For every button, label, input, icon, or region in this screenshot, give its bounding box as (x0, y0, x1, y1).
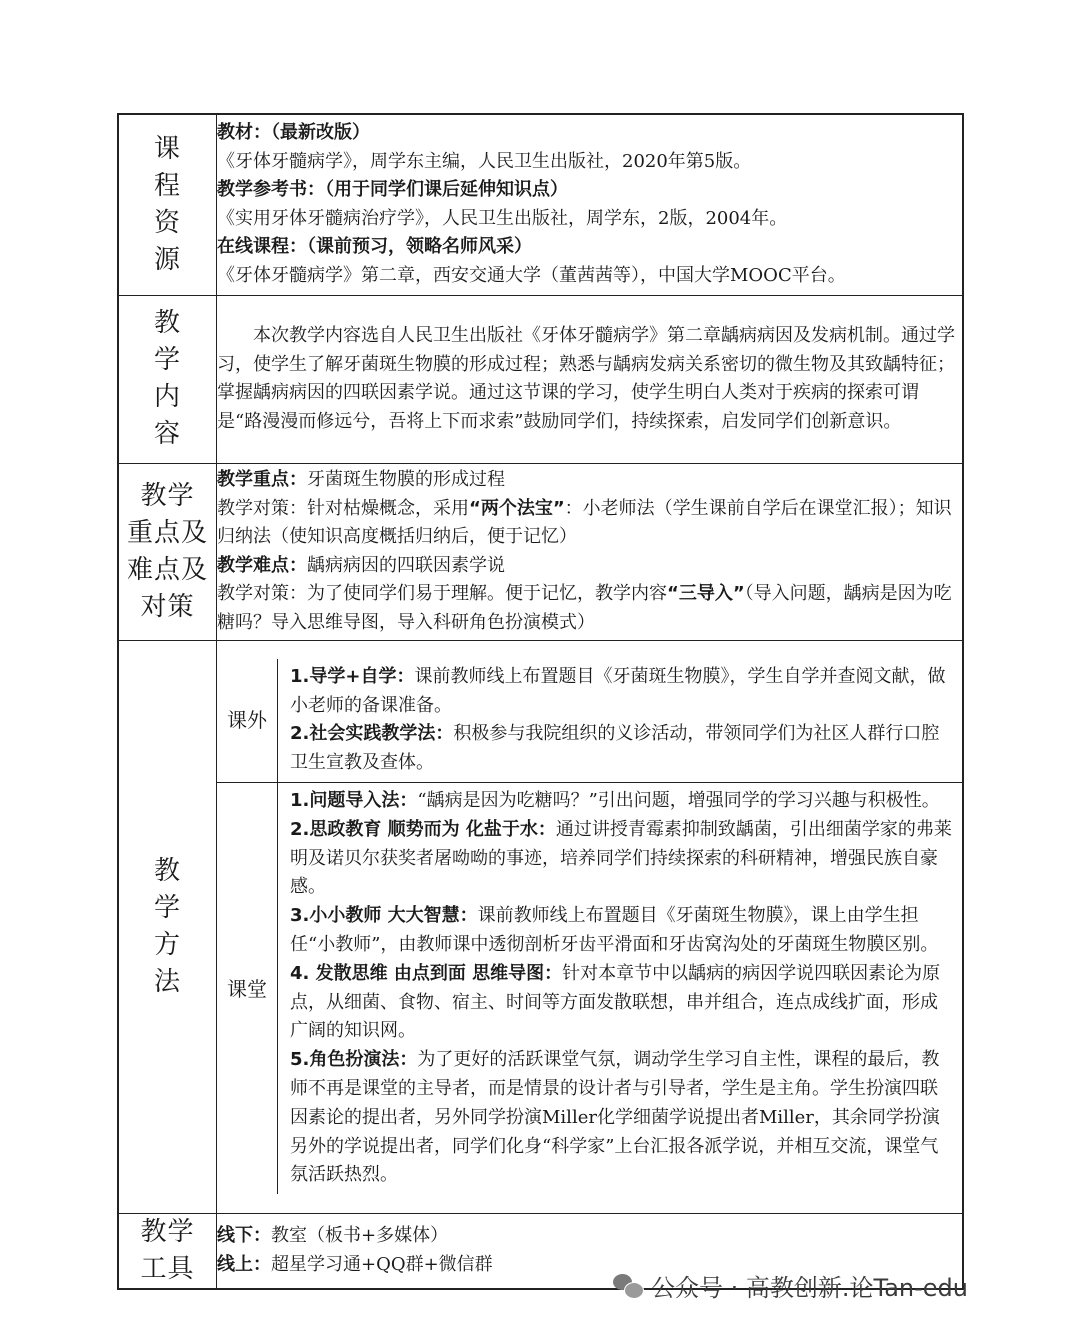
label-in-class: 课堂 (217, 783, 278, 1195)
strategy-1-line: 教学对策：针对枯燥概念，采用“两个法宝”：小老师法（学生课前自学后在课堂汇报）；知识归纳法（使知识高度概括归纳后，便于记忆） (217, 497, 952, 547)
online-course-text: 《牙体牙髓病学》第二章，西安交通大学（董茜茜等），中国大学MOOC平台。 (217, 264, 846, 286)
content-key-points (217, 463, 964, 640)
row-course-resources (118, 114, 963, 295)
content-course-resources (217, 114, 964, 295)
row-teaching-content (118, 295, 963, 463)
textbook-title: 教材：（最新改版） (217, 122, 370, 144)
row-key-points (118, 463, 963, 640)
outside-method-1: 1.导学+自学：课前教师线上布置题目《牙菌斑生物膜》，学生自学并查阅文献，做小老师的备课准备。 (290, 665, 946, 716)
key-point-line: 教学重点：牙菌斑生物膜的形成过程 (217, 469, 505, 490)
reference-title: 教学参考书：（用于同学们课后延伸知识点） (217, 179, 568, 201)
watermark-text: 公众号 · 高教创新.论Tan-edu (651, 1274, 968, 1302)
row-teaching-methods (118, 640, 963, 1213)
difficulty-line: 教学难点：龋病病因的四联因素学说 (217, 554, 505, 576)
label-teaching-methods: 教 学 方 法 (118, 640, 217, 1213)
content-teaching-content (217, 295, 964, 463)
methods-subtable (217, 659, 962, 1194)
label-teaching-tools: 教学 工具 (118, 1213, 217, 1289)
label-teaching-content: 教 学 内 容 (118, 295, 217, 463)
watermark (613, 1268, 968, 1303)
lesson-plan-table (117, 113, 964, 1290)
label-outside-class: 课外 (217, 659, 278, 783)
lesson-plan-page (117, 113, 964, 1290)
teaching-content-text: 本次教学内容选自人民卫生出版社《牙体牙髓病学》第二章龋病病因及发病机制。通过学习，使学生了解牙菌斑生物膜的形成过程；熟悉与龋病发病关系密切的微生物及其致龋特征；掌握龋病病因的四联因素学说。通过这节课的学习，使学生明白人类对于疾病的探索可谓是“路漫漫而修远兮，吾将上下而求索”鼓励同学们，持续探索，启发同学们创新意识。 (217, 325, 955, 432)
class-method-1: 1.问题导入法：“龋病是因为吃糖吗？”引出问题，增强同学的学习兴趣与积极性。 (290, 790, 940, 812)
label-course-resources: 课 程 资 源 (118, 114, 217, 295)
tools-offline-line: 线下：教室（板书+多媒体） (217, 1225, 449, 1246)
wechat-icon (613, 1272, 643, 1300)
class-method-4: 4. 发散思维 由点到面 思维导图：针对本章节中以龋病的病因学说四联因素论为原点，从细菌、食物、宿主、时间等方面发散联想，串并组合，连点成线扩面，形成广阔的知识网。 (290, 962, 941, 1042)
textbook-text: 《牙体牙髓病学》，周学东主编，人民卫生出版社，2020年第5版。 (217, 150, 752, 172)
content-in-class (278, 783, 963, 1195)
content-teaching-methods (217, 640, 964, 1213)
online-course-title: 在线课程：（课前预习，领略名师风采） (217, 236, 532, 258)
strategy-2-line: 教学对策：为了使同学们易于理解。便于记忆，教学内容“三导入”（导入问题，龋病是因为吃糖吗？导入思维导图，导入科研角色扮演模式） (217, 583, 952, 633)
row-outside-class (217, 659, 962, 783)
class-method-3: 3.小小教师 大大智慧：课前教师线上布置题目《牙菌斑生物膜》，课上由学生担任“小教师”，由教师课中透彻剖析牙齿平滑面和牙齿窝沟处的牙菌斑生物膜区别。 (290, 905, 939, 955)
row-in-class (217, 783, 962, 1195)
outside-method-2: 2.社会实践教学法：积极参与我院组织的义诊活动，带领同学们为社区人群行口腔卫生宣教及查体。 (290, 723, 940, 774)
label-key-points: 教学 重点及 难点及 对策 (118, 463, 217, 640)
reference-text: 《实用牙体牙髓病治疗学》，人民卫生出版社，周学东，2版，2004年。 (217, 207, 788, 229)
class-method-5: 5.角色扮演法：为了更好的活跃课堂气氛，调动学生学习自主性，课程的最后，教师不再是课堂的主导者，而是情景的设计者与引导者，学生是主角。学生扮演四联因素论的提出者，另外同学扮演Miller化学细菌学说提出者Miller，其余同学扮演另外的学说提出者，同学们化身“科学家”上台汇报各派学说，并相互交流，课堂气氛活跃热烈。 (290, 1049, 940, 1186)
content-outside-class (278, 659, 963, 783)
class-method-2: 2.思政教育 顺势而为 化盐于水：通过讲授青霉素抑制致龋菌，引出细菌学家的弗莱明及诺贝尔获奖者屠呦呦的事迹，培养同学们持续探索的科研精神，增强民族自豪感。 (290, 818, 952, 898)
tools-online-line: 线上：超星学习通+QQ群+微信群 (217, 1253, 493, 1275)
